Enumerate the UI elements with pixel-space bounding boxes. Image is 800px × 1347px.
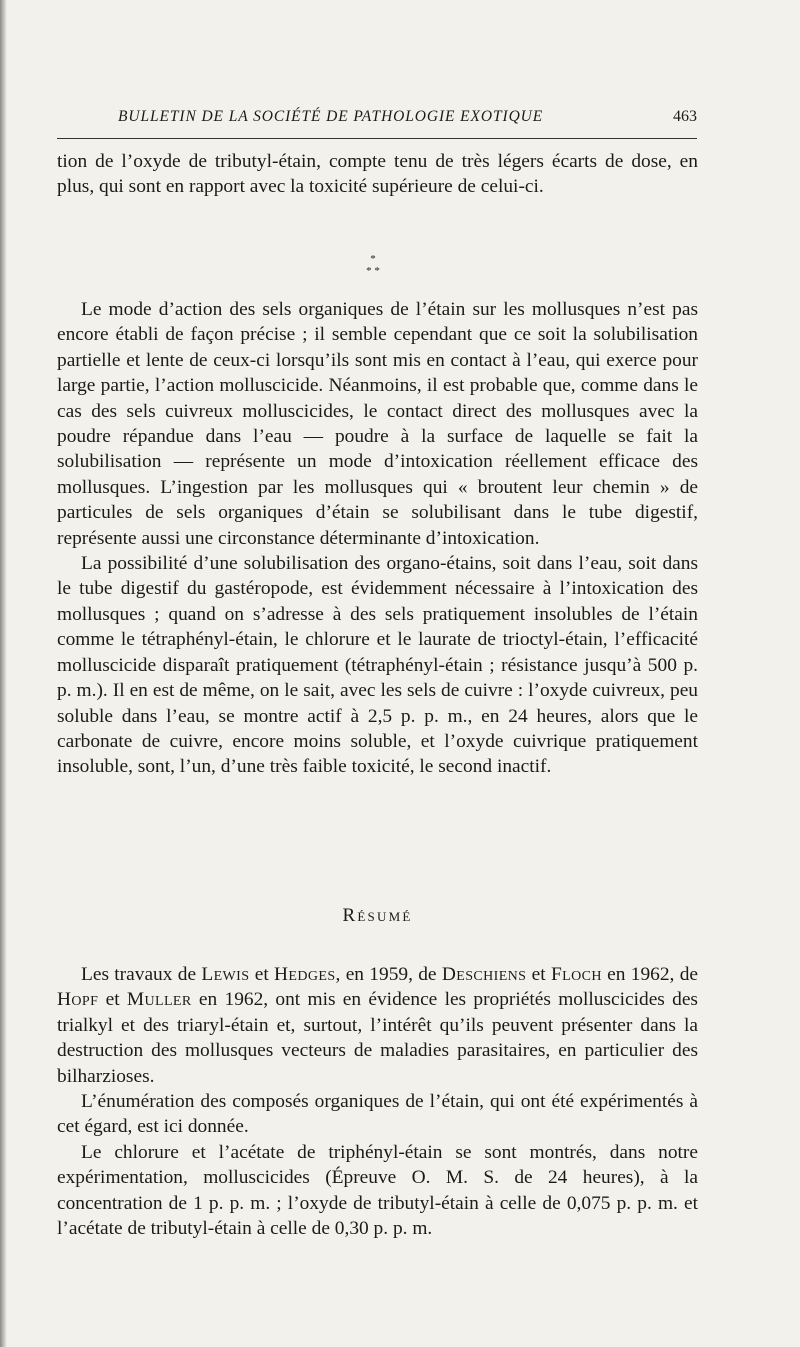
paragraph-solubilisation: La possibilité d’une solubilisation des organo-étains, soit dans l’eau, soit dans le tube digestif du gastéropode, est évidemment nécessaire à l’intoxication des mollusques ; quand on s’adresse à des sels pratiquement insolubles de l’étain comme le tétraphényl-étain, le chlorure et le laurate de trioctyl-étain, l’efficacité molluscicide disparaît pratiquement (tétraphényl-étain ; résistance jusqu’à 500 p. p. m.). Il en est de même, on le sait, avec les sels de cuivre : l’oxyde cuivreux, peu soluble dans l’eau, se montre actif à 2,5 p. p. m., en 24 heures, alors que le carbonate de cuivre, encore moins soluble, et l’oxyde cuivrique pratiquement insoluble, sont, l’un, d’une très faible toxicité, le second inactif. bbox=[57, 553, 698, 778]
page-binding-edge bbox=[0, 0, 7, 1347]
body-block bbox=[57, 297, 698, 780]
author-hedges: Hedges bbox=[274, 964, 336, 985]
running-title: BULLETIN DE LA SOCIÉTÉ DE PATHOLOGIE EXOTIQUE bbox=[118, 108, 544, 125]
paragraph-continuation: tion de l’oxyde de tributyl-étain, compte tenu de très légers écarts de dose, en plus, qui sont en rapport avec la toxicité supérieure de celui-ci. bbox=[57, 151, 698, 198]
author-lewis: Lewis bbox=[201, 964, 250, 985]
intro-block bbox=[57, 149, 698, 200]
asterism-separator bbox=[358, 253, 388, 287]
paragraph-mode-action: Le mode d’action des sels organiques de l’étain sur les mollusques n’est pas encore établi de façon précise ; il semble cependant que ce soit la solubilisation partielle et lente de ceux-ci lorsqu’ils sont mis en contact à l’eau, qui exerce pour large partie, l’action molluscicide. Néanmoins, il est probable que, comme dans le cas des sels cuivreux molluscicides, le contact direct des mollusques avec la poudre répandue dans l’eau — poudre à la surface de laquelle se fait la solubilisation — représente un mode d’intoxication réellement efficace des mollusques. L’ingestion par les mollusques qui « broutent leur chemin » de particules de sels organiques d’étain se solubilisant dans le tube digestif, représente aussi une circonstance déterminante d’intoxication. bbox=[57, 299, 698, 549]
section-title-resume: Résumé bbox=[342, 905, 413, 926]
paragraph-resume-1: Les travaux de Lewis et Hedges, en 1959, de Deschiens et Floch en 1962, de Hopf et Muller en 1962, ont mis en évidence les propriétés molluscicides des trialkyl et des triaryl-étain et, surtout, l’intérêt qu’ils peuvent présenter dans la destruction des mollusques vecteurs de maladies parasitaires, en particulier des bilharzioses. bbox=[57, 964, 698, 1087]
resume-block bbox=[57, 962, 698, 1241]
page-number: 463 bbox=[673, 108, 697, 125]
author-hopf: Hopf bbox=[57, 989, 99, 1011]
asterism-top: * bbox=[370, 253, 376, 265]
paragraph-resume-3: Le chlorure et l’acétate de triphényl-étain se sont montrés, dans notre expérimentation, molluscicides (Épreuve O. M. S. de 24 heures), à la concentration de 1 p. p. m. ; l’oxyde de tributyl-étain à celle de 0,075 p. p. m. et l’acétate de tributyl-étain à celle de 0,30 p. p. m. bbox=[57, 1141, 698, 1240]
author-muller: Muller bbox=[126, 989, 192, 1011]
author-floch: Floch bbox=[550, 964, 602, 985]
running-header bbox=[57, 104, 697, 139]
author-deschiens: Deschiens bbox=[441, 964, 527, 985]
paragraph-resume-2: L’énumération des composés organiques de l’étain, qui ont été expérimentés à cet égard, est ici donnée. bbox=[57, 1091, 698, 1138]
asterism-bottom: * * bbox=[366, 265, 380, 277]
